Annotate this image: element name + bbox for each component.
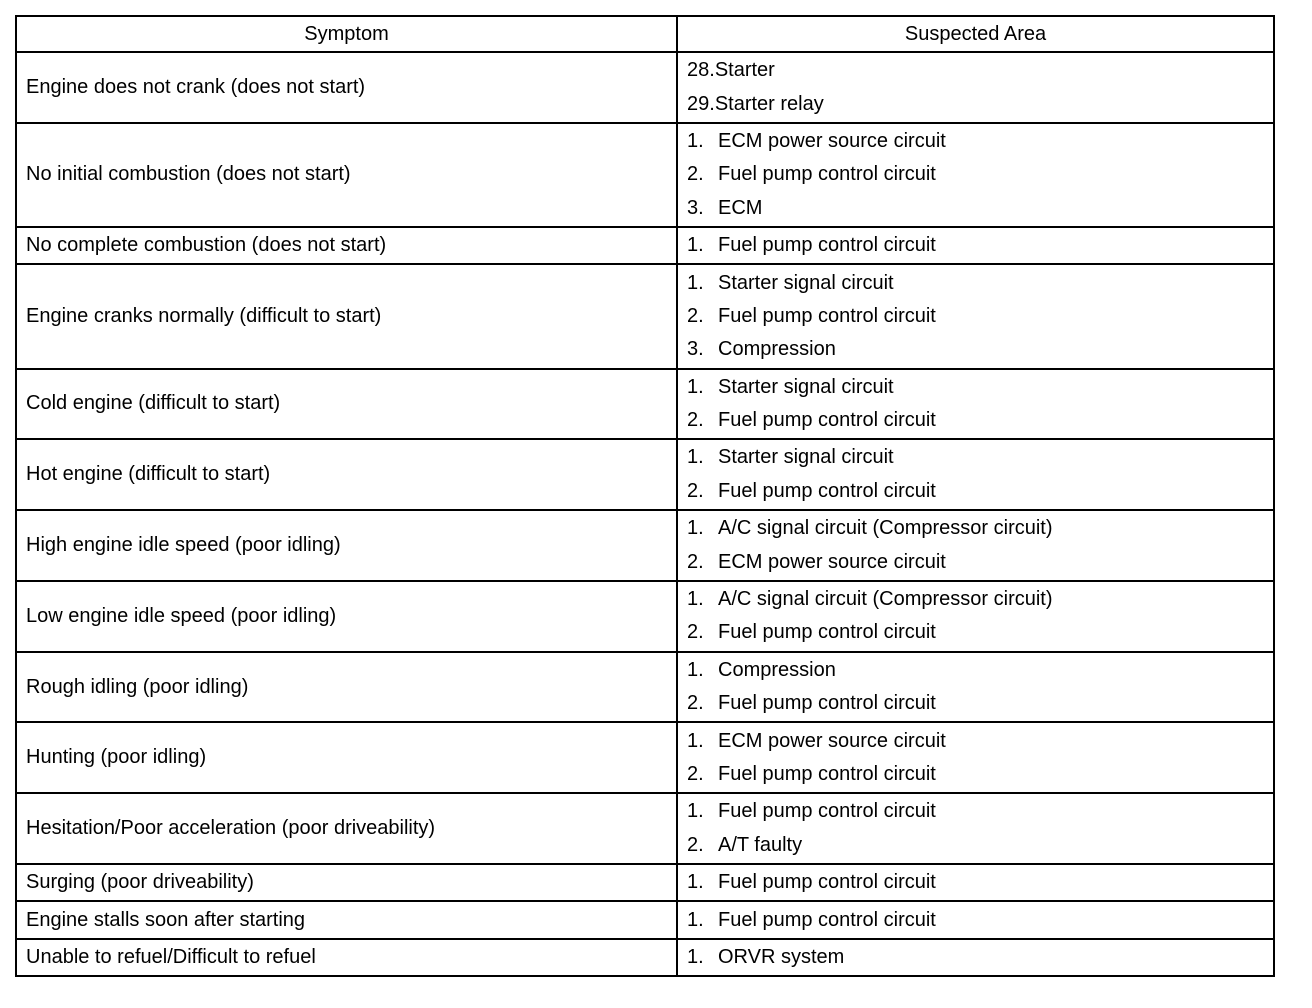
item-number: 1.: [687, 908, 704, 931]
item-number: 2.: [687, 692, 704, 715]
item-number: 2.: [687, 304, 704, 327]
table-row: [16, 439, 1274, 510]
suspected-area-item: [687, 758, 1273, 791]
suspected-area-cell: [677, 864, 1274, 901]
item-text: Starter relay: [714, 92, 824, 115]
suspected-area-item: [687, 266, 1273, 299]
item-text: Fuel pump control circuit: [718, 304, 936, 327]
symptom-cell: No initial combustion (does not start): [16, 123, 677, 227]
item-text: A/C signal circuit (Compressor circuit): [718, 517, 1053, 540]
suspected-area-cell: [677, 939, 1274, 976]
suspected-area-item: [687, 441, 1273, 474]
item-number: 29.: [687, 92, 715, 115]
suspected-area-item: [687, 125, 1273, 158]
item-number: 2.: [687, 479, 704, 502]
header-suspected-area: Suspected Area: [677, 16, 1274, 52]
suspected-area-cell: [677, 264, 1274, 368]
item-number: 2.: [687, 550, 704, 573]
suspected-area-item: [687, 941, 1273, 974]
symptom-cell: Cold engine (difficult to start): [16, 369, 677, 440]
suspected-area-item: [687, 54, 1273, 87]
item-text: Starter: [714, 59, 775, 82]
table-row: [16, 123, 1274, 227]
item-number: 1.: [687, 271, 704, 294]
item-text: A/C signal circuit (Compressor circuit): [718, 588, 1053, 611]
suspected-area-cell: [677, 369, 1274, 440]
table-row: [16, 652, 1274, 723]
suspected-area-item: [687, 903, 1273, 936]
suspected-area-item: [687, 475, 1273, 508]
item-number: 1.: [687, 129, 704, 152]
table-row: [16, 510, 1274, 581]
suspected-area-item: [687, 654, 1273, 687]
item-number: 1.: [687, 945, 704, 968]
suspected-area-item: [687, 512, 1273, 545]
table-row: [16, 227, 1274, 264]
item-text: Fuel pump control circuit: [718, 871, 936, 894]
item-number: 1.: [687, 800, 704, 823]
table-row: [16, 369, 1274, 440]
item-text: Fuel pump control circuit: [718, 234, 936, 257]
table-row: [16, 722, 1274, 793]
item-text: ECM power source circuit: [718, 729, 946, 752]
table-row: [16, 864, 1274, 901]
suspected-area-item: [687, 616, 1273, 649]
symptom-cell: Engine cranks normally (difficult to start): [16, 264, 677, 368]
symptom-cell: Engine stalls soon after starting: [16, 901, 677, 938]
suspected-area-cell: [677, 652, 1274, 723]
item-text: Starter signal circuit: [718, 375, 894, 398]
item-text: Fuel pump control circuit: [718, 621, 936, 644]
suspected-area-cell: [677, 510, 1274, 581]
item-number: 1.: [687, 871, 704, 894]
item-text: ECM power source circuit: [718, 550, 946, 573]
symptom-cell: Engine does not crank (does not start): [16, 52, 677, 123]
table-row: [16, 793, 1274, 864]
item-number: 1.: [687, 517, 704, 540]
suspected-area-cell: [677, 793, 1274, 864]
suspected-area-cell: [677, 227, 1274, 264]
suspected-area-cell: [677, 52, 1274, 123]
item-text: Fuel pump control circuit: [718, 763, 936, 785]
suspected-area-item: [687, 829, 1273, 862]
item-number: 28.: [687, 59, 715, 82]
item-text: Compression: [718, 658, 836, 681]
symptom-cell: No complete combustion (does not start): [16, 227, 677, 264]
symptom-cell: Low engine idle speed (poor idling): [16, 581, 677, 652]
table-row: [16, 52, 1274, 123]
item-text: Fuel pump control circuit: [718, 409, 936, 432]
suspected-area-item: [687, 404, 1273, 437]
header-symptom: Symptom: [16, 16, 677, 52]
item-text: A/T faulty: [718, 833, 803, 856]
suspected-area-item: [687, 583, 1273, 616]
item-number: 1.: [687, 234, 704, 257]
suspected-area-cell: [677, 901, 1274, 938]
item-text: Starter signal circuit: [718, 271, 894, 294]
suspected-area-item: [687, 866, 1273, 899]
item-text: Compression: [718, 338, 836, 361]
item-number: 2.: [687, 163, 704, 186]
table-row: [16, 264, 1274, 368]
symptom-cell: Hesitation/Poor acceleration (poor driveability): [16, 793, 677, 864]
suspected-area-item: [687, 687, 1273, 720]
item-text: Fuel pump control circuit: [718, 800, 936, 823]
item-text: ECM: [718, 196, 763, 219]
item-number: 1.: [687, 729, 704, 752]
symptom-cell: Hot engine (difficult to start): [16, 439, 677, 510]
item-number: 3.: [687, 196, 704, 219]
symptom-cell: High engine idle speed (poor idling): [16, 510, 677, 581]
suspected-area-item: [687, 158, 1273, 191]
suspected-area-item: [687, 300, 1273, 333]
suspected-area-item: [687, 724, 1273, 757]
item-text: Fuel pump control circuit: [718, 908, 936, 931]
suspected-area-cell: [677, 439, 1274, 510]
symptom-table: [15, 15, 1275, 977]
item-number: 2.: [687, 833, 704, 856]
item-text: ECM power source circuit: [718, 129, 946, 152]
item-number: 2.: [687, 621, 704, 644]
symptom-cell: Hunting (poor idling): [16, 722, 677, 793]
symptom-cell: Surging (poor driveability): [16, 864, 677, 901]
symptom-cell: Rough idling (poor idling): [16, 652, 677, 723]
suspected-area-cell: [677, 123, 1274, 227]
suspected-area-item: [687, 192, 1273, 225]
suspected-area-item: [687, 87, 1273, 120]
item-number: 1.: [687, 446, 704, 469]
item-text: ORVR system: [718, 945, 845, 968]
suspected-area-cell: [677, 722, 1274, 793]
item-number: 2.: [687, 763, 704, 785]
symptom-cell: Unable to refuel/Difficult to refuel: [16, 939, 677, 976]
item-number: 1.: [687, 658, 704, 681]
item-text: Fuel pump control circuit: [718, 163, 936, 186]
item-number: 2.: [687, 409, 704, 432]
suspected-area-cell: [677, 581, 1274, 652]
item-number: 1.: [687, 588, 704, 611]
table-row: [16, 581, 1274, 652]
suspected-area-item: [687, 371, 1273, 404]
suspected-area-item: [687, 229, 1273, 262]
table-row: [16, 939, 1274, 976]
suspected-area-item: [687, 795, 1273, 828]
suspected-area-item: [687, 333, 1273, 366]
item-text: Fuel pump control circuit: [718, 692, 936, 715]
item-text: Fuel pump control circuit: [718, 479, 936, 502]
item-text: Starter signal circuit: [718, 446, 894, 469]
table-row: [16, 901, 1274, 938]
header-row: [16, 16, 1274, 52]
item-number: 1.: [687, 375, 704, 398]
item-number: 3.: [687, 338, 704, 361]
table-body: [16, 52, 1274, 976]
suspected-area-item: [687, 545, 1273, 578]
